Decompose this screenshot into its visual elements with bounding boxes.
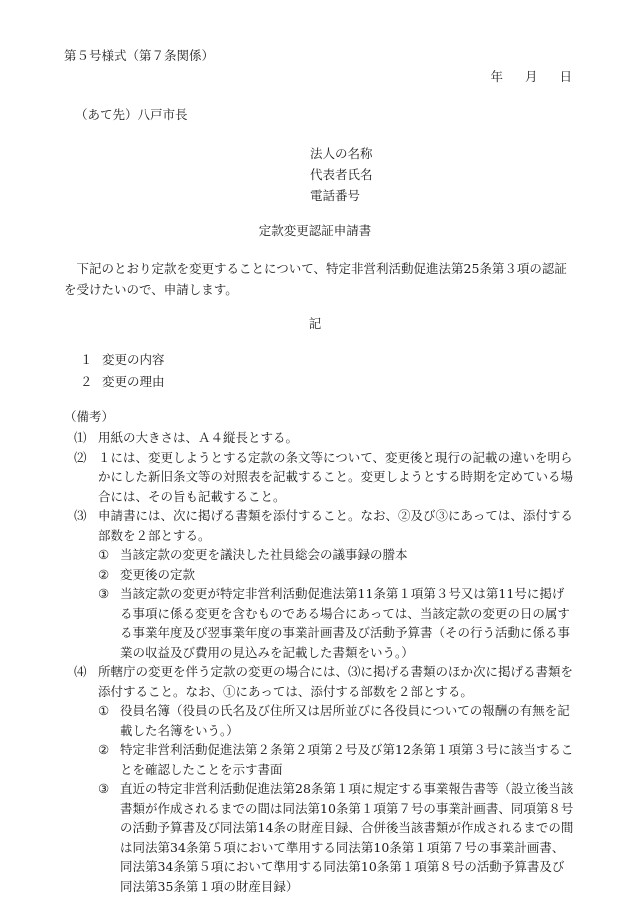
remark-1 xyxy=(64,428,574,448)
representative-name-label: 代表者氏名 xyxy=(310,167,373,182)
remark-mark: ⑴ xyxy=(74,430,87,445)
remark-4 xyxy=(64,662,574,701)
item-number: １ xyxy=(80,352,93,367)
document-title: 定款変更認証申請書 xyxy=(258,223,372,238)
sub-mark: ② xyxy=(98,566,110,582)
remark-text: 申請書には、次に掲げる書類を添付すること。なお、②及び③にあっては、添付する部数を２部とする。 xyxy=(98,508,573,543)
remark-3-sub-2 xyxy=(74,565,574,585)
remark-text: 用紙の大きさは、Ａ４縦長とする。 xyxy=(98,430,299,445)
remark-text: 所轄庁の変更を伴う定款の変更の場合には、⑶に掲げる書類のほか次に掲げる書類を添付すること。なお、①にあっては、添付する部数を２部とする。 xyxy=(98,664,574,699)
phone-label: 電話番号 xyxy=(310,188,361,203)
date-year: 年 xyxy=(490,69,503,84)
item-label: 変更の理由 xyxy=(102,374,165,389)
form-number: 第５号様式（第７条関係） xyxy=(64,48,215,63)
sub-text: 当該定款の変更が特定非営利活動促進法第11条第１項第３号又は第11号に掲げる事項に係る変更を含むものである場合にあっては、当該定款の変更の日の属する事業年度及び翌事業年度の事業計画書及び活動予算書（その行う活動に係る事業の収益及び費用の見込みを記載した書類をいう。） xyxy=(120,586,571,660)
sub-mark: ③ xyxy=(98,586,110,601)
remark-mark: ⑵ xyxy=(74,449,87,465)
remark-mark: ⑶ xyxy=(74,508,87,523)
remarks-heading: （備考） xyxy=(64,409,115,424)
remark-4-sub-3 xyxy=(74,779,574,896)
sub-text: 役員名簿（役員の氏名及び住所又は居所並びに各役員についての報酬の有無を記載した名簿をいう。） xyxy=(120,703,570,738)
remark-4-sub-2 xyxy=(74,740,574,779)
sub-text: 当該定款の変更を議決した社員総会の議事録の謄本 xyxy=(120,547,408,562)
remark-2 xyxy=(64,448,574,507)
item-content xyxy=(80,351,165,368)
sub-mark: ① xyxy=(98,703,110,718)
ki-heading: 記 xyxy=(308,316,322,331)
remark-3-sub-1 xyxy=(74,545,574,565)
sub-text: 変更後の定款 xyxy=(120,566,196,582)
sub-mark: ① xyxy=(98,547,110,562)
item-label: 変更の内容 xyxy=(102,352,165,367)
addressee: （あて先）八戸市長 xyxy=(75,107,188,122)
sub-text: 直近の特定非営利活動促進法第28条第１項に規定する事業報告書等（設立後当該書類が作成されるまでの間は同法第10条第１項第７号の事業計画書、同項第８号の活動予算書及び同法第14条の財産目録、合併後当該書類が作成されるまでの間は同法第34条第５項において準用する同法第10条第１項第７号の事業計画書、同法第34条第５項において準用する同法第10条第１項第８号の活動予算書及び同法第35条第１項の財産目録） xyxy=(120,781,574,894)
date-line xyxy=(490,68,572,85)
remark-3 xyxy=(64,506,574,545)
sub-mark: ③ xyxy=(98,781,110,796)
remark-3-sub-3 xyxy=(74,584,574,662)
date-day: 日 xyxy=(559,69,572,84)
item-reason xyxy=(80,373,165,390)
item-number: ２ xyxy=(80,374,93,389)
intro-paragraph: 下記のとおり定款を変更することについて、特定非営利活動促進法第25条第３項の認証を受けたいので、申請します。 xyxy=(64,261,567,297)
sub-text: 特定非営利活動促進法第２条第２項第２号及び第12条第１項第３号に該当することを確認したことを示す書面 xyxy=(120,742,574,777)
remark-mark: ⑷ xyxy=(74,664,87,679)
date-month: 月 xyxy=(524,69,538,84)
remark-text: １には、変更しようとする定款の条文等について、変更後と現行の記載の違いを明らかにした新旧条文等の対照表を記載すること。変更しようとする時期を定めている場合には、その旨も記載すること。 xyxy=(98,449,574,504)
corporation-name-label: 法人の名称 xyxy=(310,146,373,161)
sub-mark: ② xyxy=(98,742,110,757)
remarks-list xyxy=(64,428,574,896)
remark-4-sub-1 xyxy=(74,701,574,740)
